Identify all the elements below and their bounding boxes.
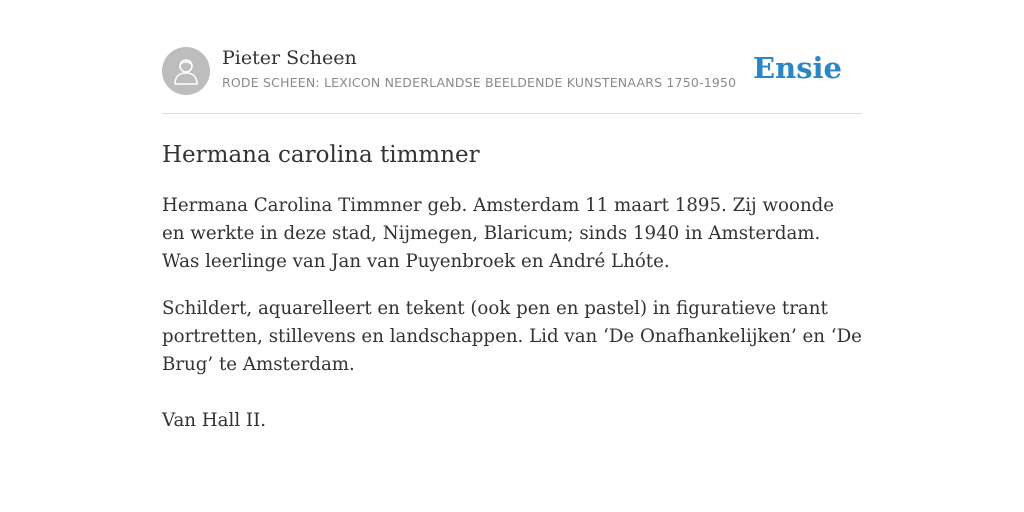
source-label[interactable]: RODE SCHEEN: LEXICON NEDERLANDSE BEELDENDE KUNSTENAARS 1750-1950: [222, 75, 737, 90]
article-paragraph-1: Hermana Carolina Timmner geb. Amsterdam 11 maart 1895. Zij woonde en werkte in deze stad, Nijmegen, Blaricum; sinds 1940 in Amsterdam. Was leerlinge van Jan van Puyenbroek en André Lhóte.: [162, 195, 835, 272]
ensie-logo[interactable]: Ensie: [753, 51, 842, 85]
article-reference: Van Hall II.: [162, 410, 267, 431]
article-title: Hermana carolina timmner: [162, 142, 480, 168]
article-header: [162, 40, 862, 114]
author-avatar[interactable]: [162, 47, 210, 95]
author-name[interactable]: Pieter Scheen: [222, 47, 357, 69]
user-icon: [171, 56, 201, 86]
article-paragraph-2: Schildert, aquarelleert en tekent (ook pen en pastel) in figuratieve trant portretten, stillevens en landschappen. Lid van ‘De Onafhankelijken’ en ‘De Brug’ te Amsterdam.: [162, 298, 862, 375]
article-card: [162, 40, 862, 435]
